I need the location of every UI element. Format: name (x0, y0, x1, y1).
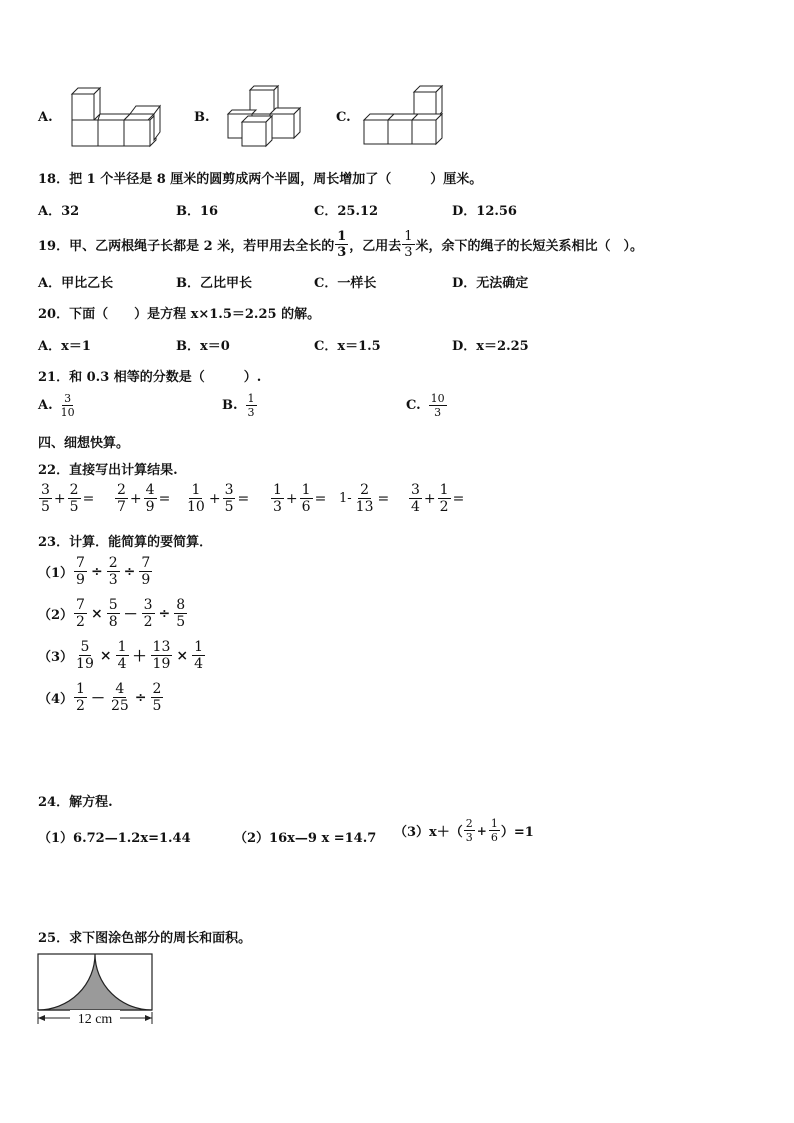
q23-item-3 (38, 640, 206, 671)
q19-option-b: B．乙比甲长 (176, 276, 252, 291)
q20-option-c: C．x＝1.5 (314, 339, 381, 354)
numerator: 8 (176, 597, 186, 613)
denominator: 8 (108, 614, 118, 630)
fraction (139, 556, 152, 587)
q19-stem-part2: ，乙用去 (349, 239, 402, 254)
fraction-left (39, 483, 52, 514)
denominator: 9 (141, 572, 151, 588)
denominator: 10 (187, 499, 205, 515)
denominator: 19 (152, 656, 171, 672)
expression-prefix: 1- (339, 491, 352, 506)
numerator: 1 (490, 817, 498, 830)
fraction (109, 682, 131, 713)
numerator: 1 (301, 482, 311, 498)
q23-item-4-label: （4） (38, 692, 74, 707)
denominator: 3 (465, 831, 473, 844)
fraction-right (68, 483, 81, 514)
equals-sign: = (82, 490, 95, 507)
numerator: 7 (76, 597, 85, 613)
numerator: 1 (117, 639, 127, 655)
q24-eq3-suffix: ）=1 (500, 825, 534, 840)
q24-eq3-fraction-2 (489, 818, 500, 843)
numerator: 2 (108, 555, 118, 571)
q22-expression-4 (270, 483, 327, 514)
section-heading: 四、细想快算。 (38, 436, 130, 451)
q24-equation-3 (394, 818, 534, 843)
q24-equation-2: （2）16x—9 x =14.7 (234, 831, 377, 846)
q22-expression-6 (408, 483, 465, 514)
fraction-left (271, 483, 284, 514)
numerator: 2 (360, 482, 370, 498)
denominator: 25 (110, 698, 129, 714)
q22-expression-3 (184, 483, 250, 514)
q19-frac1-denominator: 3 (337, 245, 347, 260)
fraction (151, 682, 164, 713)
operator: － (90, 690, 105, 707)
numerator: 2 (69, 482, 79, 498)
q24-eq3-fraction-1 (464, 818, 475, 843)
q19-option-c: C．一样长 (314, 276, 377, 291)
q21-option-c (406, 393, 448, 418)
fraction-right (300, 483, 313, 514)
operator: ÷ (158, 605, 171, 622)
operator: ÷ (123, 563, 136, 580)
fraction (74, 640, 96, 671)
equals-sign: = (377, 490, 390, 507)
q17-figure-a (66, 86, 166, 150)
q21-option-a (38, 393, 78, 418)
q20-stem: 20．下面（ ）是方程 x×1.5＝2.25 的解。 (38, 307, 321, 322)
denominator: 2 (76, 698, 85, 714)
q21-option-a-label: A. (38, 398, 53, 413)
numerator: 1 (194, 639, 204, 655)
operator: ＋ (132, 648, 147, 665)
plus-operator: + (53, 490, 66, 507)
numerator: 1 (191, 482, 201, 498)
operator: × (99, 647, 112, 664)
q19-stem-part3: 米，余下的绳子的长短关系相比（ ）。 (415, 239, 644, 254)
q21-option-b-fraction (246, 393, 257, 418)
numerator: 1 (76, 681, 85, 697)
q23-item-4 (38, 682, 164, 713)
fraction (116, 640, 129, 671)
denominator: 13 (355, 499, 374, 515)
denominator: 5 (152, 698, 162, 714)
q22-expression-5 (338, 483, 390, 514)
operator: × (176, 647, 189, 664)
q19-stem (38, 230, 643, 259)
denominator: 7 (117, 499, 126, 515)
q24-equation-1: （1）6.72—1.2x=1.44 (38, 831, 191, 846)
q21-option-a-fraction (59, 393, 77, 418)
denominator: 6 (301, 499, 311, 515)
q22-stem: 22．直接写出计算结果. (38, 463, 178, 478)
q18-option-d: D．12.56 (452, 204, 517, 219)
denominator: 2 (143, 614, 153, 630)
denominator: 4 (411, 499, 420, 515)
q17-figure-c (362, 84, 448, 150)
fraction-right (438, 483, 451, 514)
q22-expression-1 (38, 483, 95, 514)
plus-operator: + (208, 490, 221, 507)
q24-stem: 24．解方程. (38, 795, 113, 810)
q21-option-b-label: B. (222, 398, 238, 413)
fraction (107, 556, 120, 587)
q23-expression-2 (73, 598, 188, 629)
denominator: 9 (76, 572, 85, 588)
numerator: 4 (115, 681, 125, 697)
equals-sign: = (452, 490, 465, 507)
numerator: 7 (141, 555, 151, 571)
q18-option-c: C．25.12 (314, 204, 379, 219)
denominator: 4 (194, 656, 204, 672)
denominator: 6 (490, 831, 498, 844)
denominator: 3 (434, 406, 442, 419)
denominator: 5 (176, 614, 186, 630)
numerator: 3 (143, 597, 153, 613)
numerator: 2 (117, 482, 126, 498)
denominator: 10 (60, 406, 75, 419)
q20-option-a: A．x＝1 (38, 339, 91, 354)
q17-option-c-label: C. (336, 110, 351, 125)
q23-expression-1 (73, 556, 153, 587)
denominator: 19 (76, 656, 94, 672)
denominator: 4 (117, 656, 127, 672)
q19-option-d: D．无法确定 (452, 276, 529, 291)
denominator: 2 (76, 614, 85, 630)
numerator: 1 (439, 482, 449, 498)
arrow-right-icon (145, 1015, 152, 1021)
numerator: 5 (108, 597, 118, 613)
numerator: 1 (247, 392, 255, 405)
equals-sign: = (314, 490, 327, 507)
q23-expression-4 (73, 682, 164, 713)
fraction (142, 598, 155, 629)
q17-option-b-label: B. (194, 110, 210, 125)
q23-stem: 23．计算．能简算的要简算． (38, 535, 213, 550)
q19-stem-part1: 19．甲、乙两根绳子长都是 2 米，若甲用去全长的 (38, 239, 335, 254)
denominator: 3 (273, 499, 282, 515)
q23-item-1 (38, 556, 153, 587)
dimension-label: 12 cm (77, 1012, 113, 1027)
numerator: 5 (80, 639, 90, 655)
numerator: 3 (41, 482, 50, 498)
numerator: 10 (430, 392, 445, 405)
arrow-left-icon (38, 1015, 45, 1021)
numerator: 1 (273, 482, 282, 498)
q21-option-b (222, 393, 258, 418)
q19-fraction-2 (402, 230, 414, 259)
q24-eq3-prefix: （3）x＋（ (394, 825, 463, 840)
operator: × (90, 605, 103, 622)
fraction-right (354, 483, 376, 514)
denominator: 5 (41, 499, 50, 515)
q21-option-c-label: C. (406, 398, 421, 413)
fraction (107, 598, 120, 629)
q23-item-3-label: （3） (38, 650, 74, 665)
operator: ÷ (90, 563, 103, 580)
fraction-left (115, 483, 128, 514)
q25-stem: 25．求下图涂色部分的周长和面积。 (38, 931, 252, 946)
numerator: 13 (152, 639, 171, 655)
equals-sign: = (237, 490, 250, 507)
denominator: 5 (69, 499, 79, 515)
denominator: 2 (439, 499, 449, 515)
numerator: 3 (224, 482, 234, 498)
plus-operator: + (285, 490, 298, 507)
q21-option-c-fraction (429, 393, 447, 418)
q21-stem: 21．和 0.3 相等的分数是（ ）. (38, 370, 262, 385)
q18-stem: 18．把 1 个半径是 8 厘米的圆剪成两个半圆，周长增加了（ ）厘米。 (38, 172, 483, 187)
fraction-right (223, 483, 236, 514)
q19-frac2-numerator: 1 (404, 229, 413, 244)
numerator: 4 (145, 482, 155, 498)
q25-figure (36, 952, 156, 1030)
fraction (174, 598, 187, 629)
fraction (74, 556, 87, 587)
q22-expressions (38, 483, 478, 525)
numerator: 3 (411, 482, 420, 498)
plus-operator: + (423, 490, 436, 507)
q22-expression-2 (114, 483, 171, 514)
denominator: 9 (145, 499, 155, 515)
fraction-left (409, 483, 422, 514)
q23-expression-3 (73, 640, 206, 671)
q19-frac1-numerator: 1 (337, 229, 347, 244)
fraction (151, 640, 173, 671)
numerator: 2 (152, 681, 162, 697)
q18-option-a: A．32 (38, 204, 80, 219)
fraction-left (185, 483, 207, 514)
numerator: 2 (465, 817, 473, 830)
q20-option-d: D．x＝2.25 (452, 339, 529, 354)
fraction (74, 682, 87, 713)
fraction (192, 640, 205, 671)
q23-item-1-label: （1） (38, 566, 74, 581)
q20-option-b: B．x＝0 (176, 339, 230, 354)
q23-item-2 (38, 598, 188, 629)
q19-frac2-denominator: 3 (404, 245, 413, 260)
q18-option-b: B．16 (176, 204, 219, 219)
denominator: 5 (224, 499, 234, 515)
operator: － (123, 606, 138, 623)
denominator: 3 (247, 406, 255, 419)
q17-figure-b (224, 84, 308, 150)
plus-operator: + (129, 490, 142, 507)
q19-fraction-1 (335, 230, 348, 259)
operator: ÷ (134, 689, 147, 706)
fraction-right (144, 483, 157, 514)
q19-option-a: A．甲比乙长 (38, 276, 114, 291)
fraction (74, 598, 87, 629)
q24-eq3-operator: + (476, 823, 487, 838)
numerator: 3 (64, 392, 72, 405)
q23-item-2-label: （2） (38, 608, 74, 623)
numerator: 7 (76, 555, 85, 571)
equals-sign: = (158, 490, 171, 507)
denominator: 3 (108, 572, 118, 588)
q17-option-a-label: A. (38, 110, 53, 125)
